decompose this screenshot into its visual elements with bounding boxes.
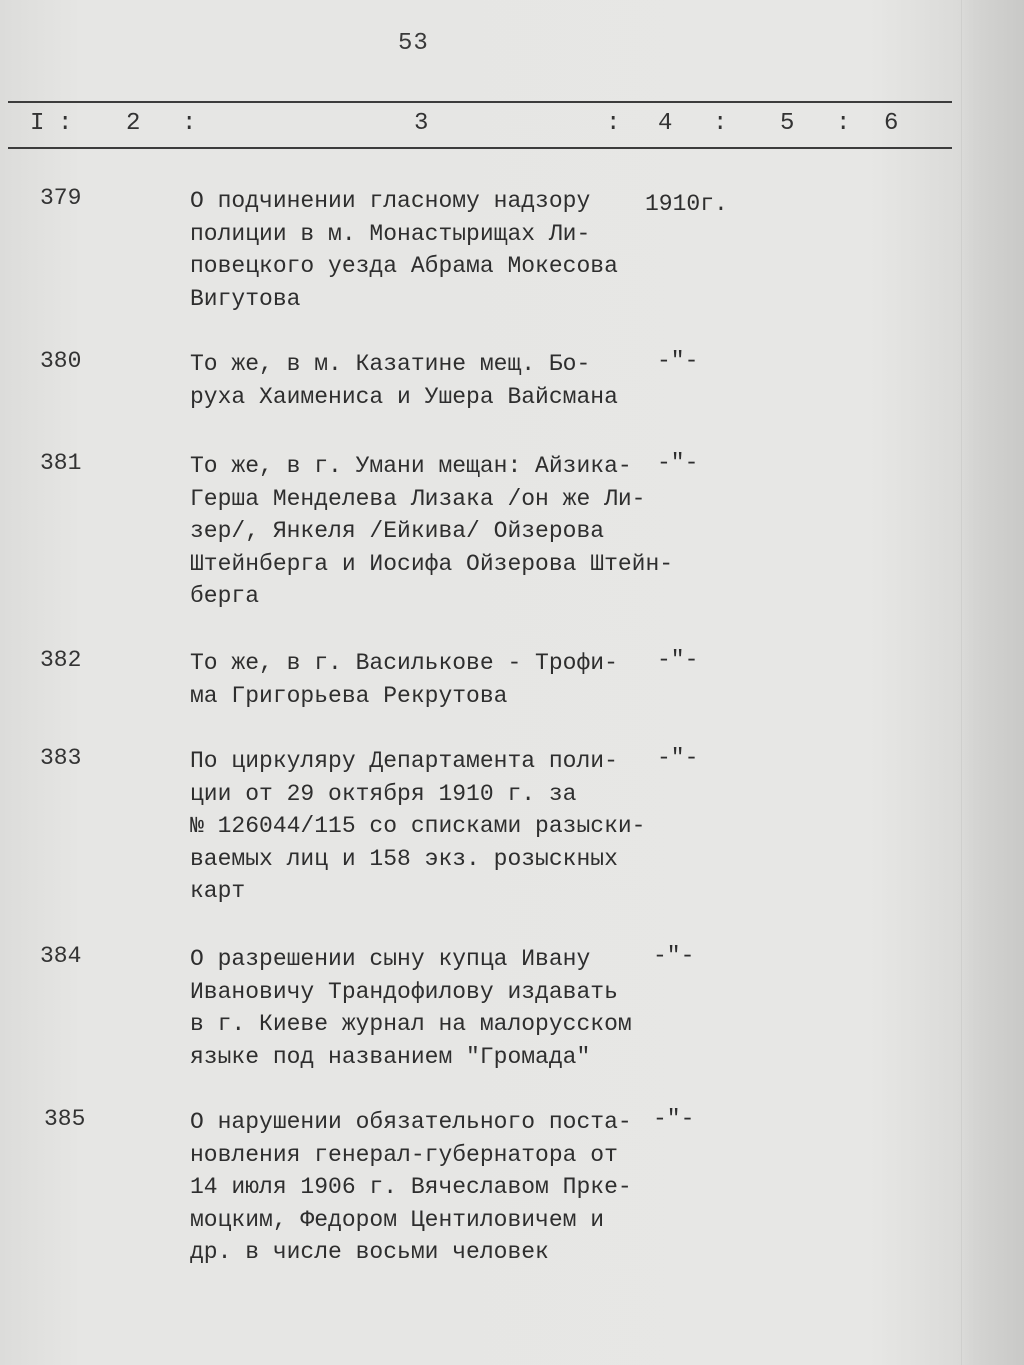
entry-line: языке под названием "Громада": [190, 1043, 591, 1070]
entry-line: полиции в м. Монастырищах Ли-: [190, 220, 591, 247]
entry-line: Ивановичу Трандофилову издавать: [190, 978, 618, 1005]
entry-line: др. в числе восьми человек: [190, 1239, 549, 1265]
entry-line: ции от 29 октября 1910 г. за: [190, 780, 577, 807]
entry-number: 379: [40, 185, 82, 211]
entry-line: Герша Менделева Лизака /он же Ли-: [190, 485, 646, 512]
header-separator: :: [713, 110, 728, 137]
entry-description: [190, 1106, 660, 1269]
header-col-3: 3: [414, 110, 429, 137]
entry-line: То же, в г. Василькове - Трофи-: [190, 650, 618, 676]
entry-description: [190, 745, 660, 908]
entry-description: [190, 943, 660, 1073]
entry-line: О разрешении сыну купца Ивану: [190, 946, 591, 972]
entry-line: То же, в г. Умани мещан: Айзика-: [190, 453, 632, 479]
entry-description: [190, 348, 660, 413]
header-top-rule: [8, 101, 952, 103]
entry-number: 385: [44, 1106, 86, 1132]
header-separator: :: [58, 110, 73, 137]
entry-number: 380: [40, 348, 82, 374]
entry-line: моцким, Федором Центиловичем и: [190, 1206, 605, 1233]
entry-line: 14 июля 1906 г. Вячеславом Пркe-: [190, 1174, 632, 1200]
entry-line: ваемых лиц и 158 экз. розыскных: [190, 845, 618, 872]
page-edge-shadow: [961, 0, 1024, 1365]
entry-line: карт: [190, 878, 246, 904]
header-col-4: 4: [658, 110, 673, 137]
table-header: [0, 104, 960, 146]
entry-line: То же, в м. Казатине мещ. Бо-: [190, 351, 591, 377]
entry-number: 381: [40, 450, 82, 476]
page-number: 53: [398, 30, 429, 57]
entry-line: в г. Киеве журнал на малорусском: [190, 1011, 632, 1037]
header-col-1: I: [30, 110, 45, 137]
header-separator: :: [606, 110, 621, 137]
entry-line: Вигутова: [190, 285, 301, 312]
entry-line: берга: [190, 583, 260, 609]
entry-date: -"-: [657, 348, 699, 374]
entry-line: Штейнберга и Иосифа Ойзерова Штейн-: [190, 550, 674, 577]
entry-date: -"-: [657, 450, 699, 476]
header-col-2: 2: [126, 110, 141, 137]
entry-line: По циркуляру Департамента поли-: [190, 748, 618, 774]
entry-date: -"-: [657, 745, 699, 771]
entry-line: № 126044/115 со списками разыски-: [190, 813, 646, 839]
entry-date: -"-: [657, 647, 699, 673]
entry-date: -"-: [653, 943, 695, 969]
entry-description: [190, 185, 660, 315]
header-bottom-rule: [8, 147, 952, 149]
header-separator: :: [836, 110, 851, 137]
entry-description: [190, 450, 674, 613]
entry-description: [190, 647, 660, 712]
entry-date: 1910г.: [645, 191, 728, 217]
entry-line: О нарушении обязательного поста-: [190, 1109, 632, 1135]
entry-number: 382: [40, 647, 82, 673]
entry-number: 383: [40, 745, 82, 771]
header-col-5: 5: [780, 110, 795, 137]
header-col-6: 6: [884, 110, 899, 137]
entry-line: зер/, Янкеля /Ейкива/ Ойзерова: [190, 518, 605, 544]
header-separator: :: [182, 110, 197, 137]
entry-line: руха Хаимениса и Ушера Вайсмана: [190, 383, 618, 410]
entry-line: О подчинении гласному надзору: [190, 188, 591, 214]
entry-date: -"-: [653, 1106, 695, 1132]
entry-line: ма Григорьева Рекрутова: [190, 682, 508, 709]
entry-number: 384: [40, 943, 82, 969]
entry-line: повецкого уезда Абрама Мокесова: [190, 253, 618, 279]
entry-line: новления генерал-губернатора от: [190, 1141, 618, 1168]
